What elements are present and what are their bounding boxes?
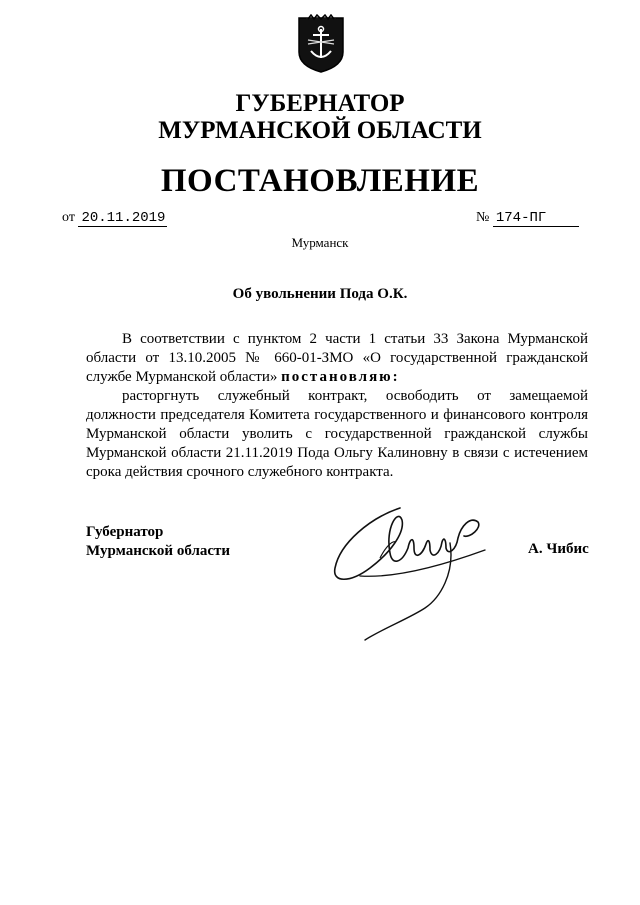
signatory-title-line2: Мурманской области [86, 543, 231, 559]
preamble-paragraph [86, 330, 588, 387]
document-type: ПОСТАНОВЛЕНИЕ [160, 163, 480, 199]
number-row [476, 210, 579, 227]
signatory-title-line1: Губернатор [86, 524, 164, 540]
decree-word: постановляю: [281, 369, 400, 385]
document-body [86, 330, 588, 482]
document-date: 20.11.2019 [78, 211, 167, 227]
handwritten-signature-icon [330, 498, 495, 643]
document-number: 174-ПГ [493, 211, 579, 227]
coat-of-arms-icon [296, 14, 346, 74]
signatory-title [86, 523, 230, 561]
date-prefix: от [62, 210, 75, 225]
org-title-line1: ГУБЕРНАТОР [235, 90, 405, 117]
document-subject: Об увольнении Пода О.К. [232, 286, 408, 302]
preamble-text: В соответствии с пунктом 2 части 1 статьи 33 Закона Мурманской области от 13.10.2005 № 660-01-ЗМО «О государственной гражданской службе Мурманской области» [86, 331, 588, 385]
number-prefix: № [476, 210, 490, 225]
city: Мурманск [291, 235, 349, 250]
signatory-name: А. Чибис [528, 541, 589, 557]
date-row [62, 210, 167, 227]
decree-paragraph: расторгнуть служебный контракт, освободить от замещаемой должности председателя Комитета государственного и финансового контроля Мурманской области уволить с государственной гражданской службы Мурманской области 21.11.2019 Пода Ольгу Калиновну в связи с истечением срока действия срочного служебного контракта. [86, 388, 588, 480]
org-title-line2: МУРМАНСКОЙ ОБЛАСТИ [158, 117, 482, 144]
